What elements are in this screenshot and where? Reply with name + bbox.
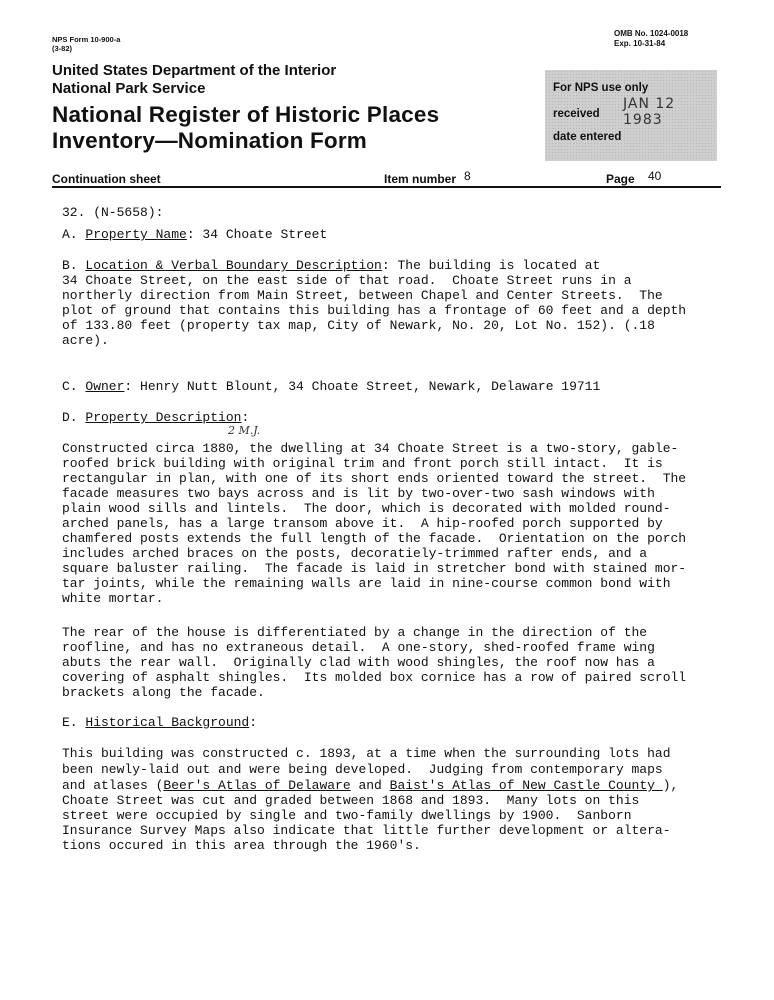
description-line: square baluster railing. The facade is laid in stretcher bond with stained mor- [62, 561, 687, 576]
rear-description-line: abuts the rear wall. Originally clad with wood shingles, the roof now has a [62, 655, 655, 670]
nps-use-only-box [545, 70, 717, 161]
section-d-heading [62, 410, 249, 425]
history-text: and [350, 778, 390, 793]
description-line: roofed brick building with original trim and front porch still intact. It is [62, 456, 663, 471]
section-e-heading [62, 715, 257, 730]
date-entered-label: date entered [553, 131, 622, 143]
location-label: Location & Verbal Boundary Description [85, 258, 382, 273]
history-line: This building was constructed c. 1893, at a time when the surrounding lots had [62, 746, 671, 761]
rear-description-line: roofline, and has no extraneous detail. A one-story, shed-roofed frame wing [62, 640, 655, 655]
rear-description-line: covering of asphalt shingles. Its molded box cornice has a row of paired scroll [62, 670, 687, 685]
header-rule [52, 186, 721, 188]
section-d-colon: : [241, 410, 250, 425]
received-label: received [553, 108, 600, 120]
history-line: tions occured in this area through the 1960's. [62, 838, 421, 853]
section-b-line-3: northerly direction from Main Street, between Chapel and Center Streets. The [62, 288, 663, 303]
description-line: facade measures two bays across and is lit by two-over-two sash windows with [62, 486, 655, 501]
agency-heading [52, 62, 336, 98]
section-b-line-2: 34 Choate Street, on the east side of that road. Choate Street runs in a [62, 273, 632, 288]
section-b-line-5: of 133.80 feet (property tax map, City of Newark, No. 20, Lot No. 152). (.18 [62, 318, 655, 333]
history-text: ), [662, 778, 679, 793]
section-a [62, 227, 327, 242]
nps-use-only-label: For NPS use only [553, 82, 649, 94]
section-e-prefix: E. [62, 715, 86, 730]
description-line: rectangular in plan, with one of its short ends oriented toward the street. The [62, 471, 687, 486]
history-line: been newly-laid out and were being developed. Judging from contemporary maps [62, 762, 663, 777]
description-line: plain wood sills and lintels. The door, which is decorated with molded round- [62, 501, 671, 516]
page-value: 40 [648, 169, 662, 183]
section-b-line-1 [62, 258, 600, 273]
handwritten-annotation: 2 M.J. [228, 424, 261, 437]
baists-atlas-title: Baist's Atlas of New Castle County [389, 778, 663, 793]
section-d-prefix: D. [62, 410, 86, 425]
description-line: tar joints, while the remaining walls are laid in nine-course common bond with [62, 576, 671, 591]
form-title-line-2: Inventory—Nomination Form [52, 128, 368, 153]
description-line: arched panels, has a large transom above it. A hip-roofed porch supported by [62, 516, 663, 531]
description-line: white mortar. [62, 591, 164, 606]
form-revision-line: (3-82) [52, 44, 73, 53]
section-b-prefix: B. [62, 258, 86, 273]
description-line: Constructed circa 1880, the dwelling at 34 Choate Street is a two-story, gable- [62, 441, 679, 456]
history-line: street were occupied by single and two-family dwellings by 1900. Sanborn [62, 808, 632, 823]
section-c [62, 379, 600, 394]
section-b-line-6: acre). [62, 333, 109, 348]
item-number-label: Item number [384, 172, 457, 186]
history-line-atlases [62, 778, 678, 793]
entry-id: 32. (N-5658): [62, 205, 164, 220]
section-a-prefix: A. [62, 227, 86, 242]
history-line: Choate Street was cut and graded between 1868 and 1893. Many lots on this [62, 793, 640, 808]
section-b-line-4: plot of ground that contains this building has a frontage of 60 feet and a depth [62, 303, 687, 318]
description-line: chamfered posts extends the full length of the facade. Orientation on the porch [62, 531, 687, 546]
omb-number [614, 29, 688, 49]
page-label: Page [606, 172, 635, 186]
description-line: includes arched braces on the posts, decoratiely-trimmed rafter ends, and a [62, 546, 648, 561]
continuation-sheet-label: Continuation sheet [52, 172, 161, 186]
owner-value: : Henry Nutt Blount, 34 Choate Street, Newark, Delaware 19711 [124, 379, 601, 394]
department-name: United States Department of the Interior [52, 62, 337, 79]
property-description-label: Property Description [85, 410, 242, 425]
received-date-stamp: JAN 12 1983 [623, 96, 676, 128]
owner-label: Owner [85, 379, 125, 394]
property-name-value: : 34 Choate Street [186, 227, 328, 242]
form-number [52, 35, 120, 53]
section-c-prefix: C. [62, 379, 86, 394]
form-number-line: NPS Form 10-900-a [52, 35, 121, 44]
form-title-line-1: National Register of Historic Places [52, 102, 440, 127]
history-text: and atlases ( [62, 778, 164, 793]
historical-background-label: Historical Background [85, 715, 250, 730]
omb-number-line: OMB No. 1024-0018 [614, 29, 689, 38]
beers-atlas-title: Beer's Atlas of Delaware [163, 778, 351, 793]
section-e-colon: : [249, 715, 258, 730]
location-text: : The building is located at [381, 258, 601, 273]
item-number-value: 8 [464, 169, 471, 183]
service-name: National Park Service [52, 80, 206, 97]
rear-description-line: brackets along the facade. [62, 685, 265, 700]
history-line: Insurance Survey Maps also indicate that little further development or altera- [62, 823, 671, 838]
form-title [52, 102, 439, 154]
property-name-label: Property Name [85, 227, 187, 242]
omb-expiry-line: Exp. 10-31-84 [614, 39, 666, 48]
rear-description-line: The rear of the house is differentiated by a change in the direction of the [62, 625, 648, 640]
